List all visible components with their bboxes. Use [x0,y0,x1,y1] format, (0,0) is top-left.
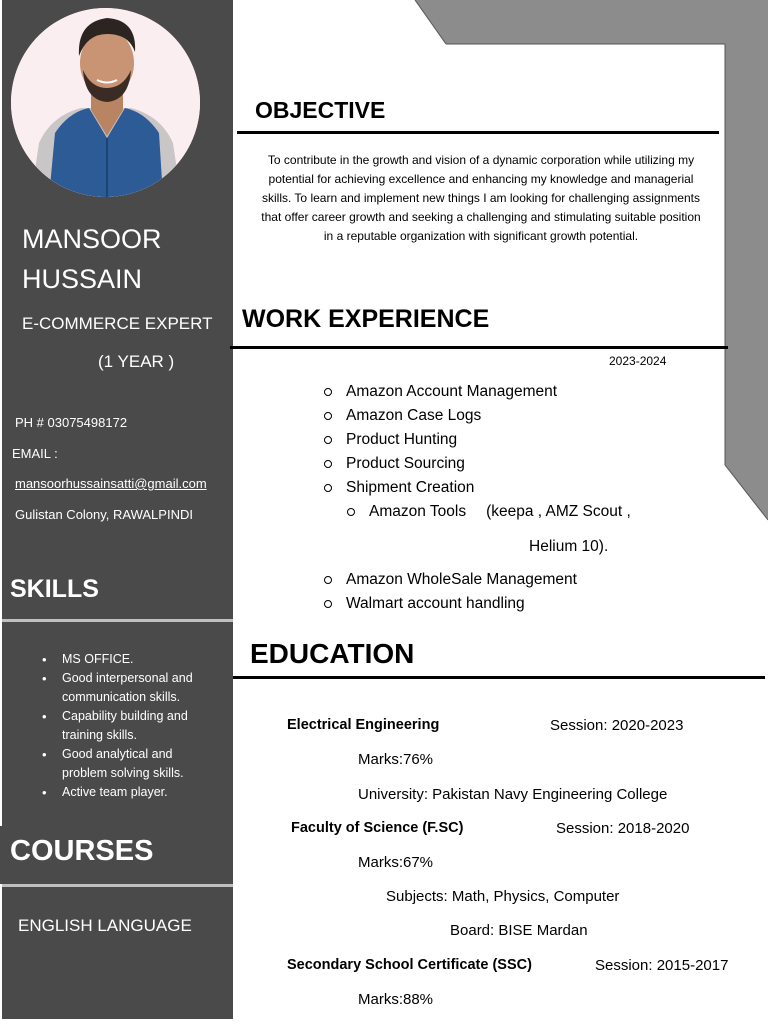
skill-item: • MS OFFICE. [35,650,225,669]
skill-item: • Active team player. [35,783,225,802]
education-degree: Faculty of Science (F.SC) [291,820,464,836]
education-rule [233,676,765,679]
work-heading: WORK EXPERIENCE [242,305,490,333]
list-item: Amazon WholeSale Management [346,568,726,592]
name-last: HUSSAIN [22,264,143,294]
list-item: Product Hunting [346,428,726,452]
work-period: 2023-2024 [609,354,667,368]
name-first: MANSOOR [22,224,162,254]
education-session: Session: 2020-2023 [550,717,684,734]
education-marks: Marks:88% [358,991,434,1008]
skill-item: • Good analytical and problem solving skills. [35,745,225,783]
phone-number: PH # 03075498172 [15,415,128,430]
tools-item-continued: Helium 10). [529,538,609,555]
list-item: Shipment Creation [346,476,726,500]
course-item: ENGLISH LANGUAGE [18,916,192,935]
courses-divider [2,884,233,887]
skills-list [35,650,225,802]
education-heading: EDUCATION [250,638,415,669]
list-item: Amazon Account Management [346,380,726,404]
education-marks: Marks:67% [358,854,434,871]
education-marks: Marks:76% [358,751,434,768]
education-board: Board: BISE Mardan [450,922,588,939]
work-rule [230,346,728,349]
job-title: E-COMMERCE EXPERT [22,314,213,333]
work-duties-list [346,380,726,500]
education-degree: Secondary School Certificate (SSC) [287,957,532,973]
list-item: Product Sourcing [346,452,726,476]
skills-divider [2,619,233,622]
objective-heading: OBJECTIVE [255,97,386,123]
objective-rule [237,131,719,134]
address: Gulistan Colony, RAWALPINDI [15,507,193,522]
objective-text: To contribute in the growth and vision of a dynamic corporation while utilizing my potential for achieving excellence and enhancing my knowledge and managerial skills. To learn and implement new things I am looking for challenging assignments that offer career growth and seeking a challenging and stimulating suitable position in a reputable organization with significant growth potential. [261,153,701,243]
courses-heading: COURSES [10,835,154,867]
education-degree: Electrical Engineering [287,717,440,733]
experience-years: (1 YEAR ) [98,352,175,371]
email-label: EMAIL : [12,446,58,461]
profile-photo [11,8,200,197]
education-session: Session: 2018-2020 [556,820,690,837]
skill-item: • Good interpersonal and communication skills. [35,669,225,707]
email-link[interactable]: mansoorhussainsatti@gmail.com [15,476,207,491]
skill-item: • Capability building and training skills. [35,707,225,745]
education-institution: University: Pakistan Navy Engineering College [358,786,668,803]
work-duties-list-continued [346,568,726,616]
education-subjects: Subjects: Math, Physics, Computer [386,888,620,905]
education-session: Session: 2015-2017 [595,957,729,974]
list-item: Walmart account handling [346,592,726,616]
tools-item: Amazon Tools (keepa , AMZ Scout , [369,500,631,524]
list-item: Amazon Case Logs [346,404,726,428]
skills-heading: SKILLS [10,575,99,603]
